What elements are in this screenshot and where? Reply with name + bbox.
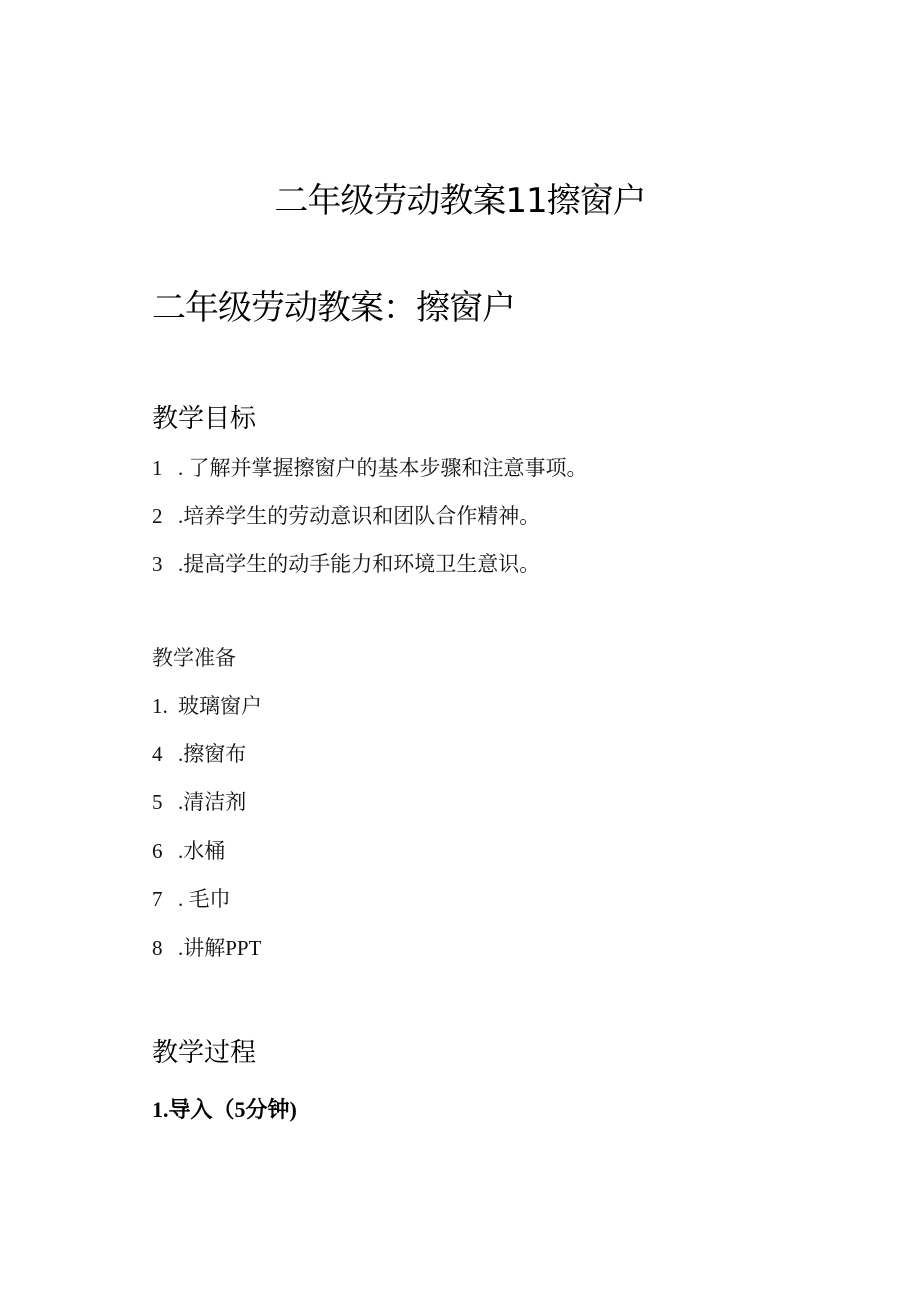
preparation-item-number: 4: [152, 742, 163, 766]
objective-item-number: 2: [152, 504, 163, 528]
preparation-item-number: 6: [152, 839, 163, 863]
process-step-1: 1.导入（5分钟): [152, 1097, 297, 1122]
preparation-item-6: [152, 932, 261, 964]
preparation-item-text: . 毛巾: [178, 887, 231, 911]
objective-item-text: .提高学生的动手能力和环境卫生意识。: [178, 552, 541, 576]
objective-item-text: . 了解并掌握擦窗户的基本步骤和注意事项。: [178, 456, 588, 480]
process-heading: 教学过程: [152, 1038, 257, 1068]
preparation-item-text: .讲解PPT: [178, 936, 262, 960]
preparation-item-2: [152, 738, 246, 770]
preparation-item-4: [152, 835, 225, 867]
preparation-item-number: 1.: [152, 694, 168, 718]
preparation-item-3: [152, 786, 246, 818]
preparation-item-text: .擦窗布: [178, 742, 247, 766]
objective-item-3: [152, 548, 540, 580]
preparation-item-number: 7: [152, 887, 163, 911]
preparation-item-5: [152, 883, 231, 915]
preparation-item-text: .清洁剂: [178, 790, 247, 814]
document-title: 二年级劳动教案11擦窗户: [274, 181, 646, 221]
objective-item-1: [152, 452, 588, 484]
preparation-item-number: 5: [152, 790, 163, 814]
objective-item-number: 1: [152, 456, 163, 480]
preparation-heading: 教学准备: [152, 646, 236, 670]
objective-item-2: [152, 500, 540, 532]
preparation-item-1: [152, 690, 262, 722]
objective-item-number: 3: [152, 552, 163, 576]
objective-item-text: .培养学生的劳动意识和团队合作精神。: [178, 504, 541, 528]
preparation-item-text: .水桶: [178, 839, 226, 863]
preparation-item-number: 8: [152, 936, 163, 960]
objectives-heading: 教学目标: [152, 404, 257, 434]
preparation-item-text: 玻璃窗户: [178, 694, 262, 718]
lesson-heading: 二年级劳动教案：擦窗户: [152, 288, 515, 328]
